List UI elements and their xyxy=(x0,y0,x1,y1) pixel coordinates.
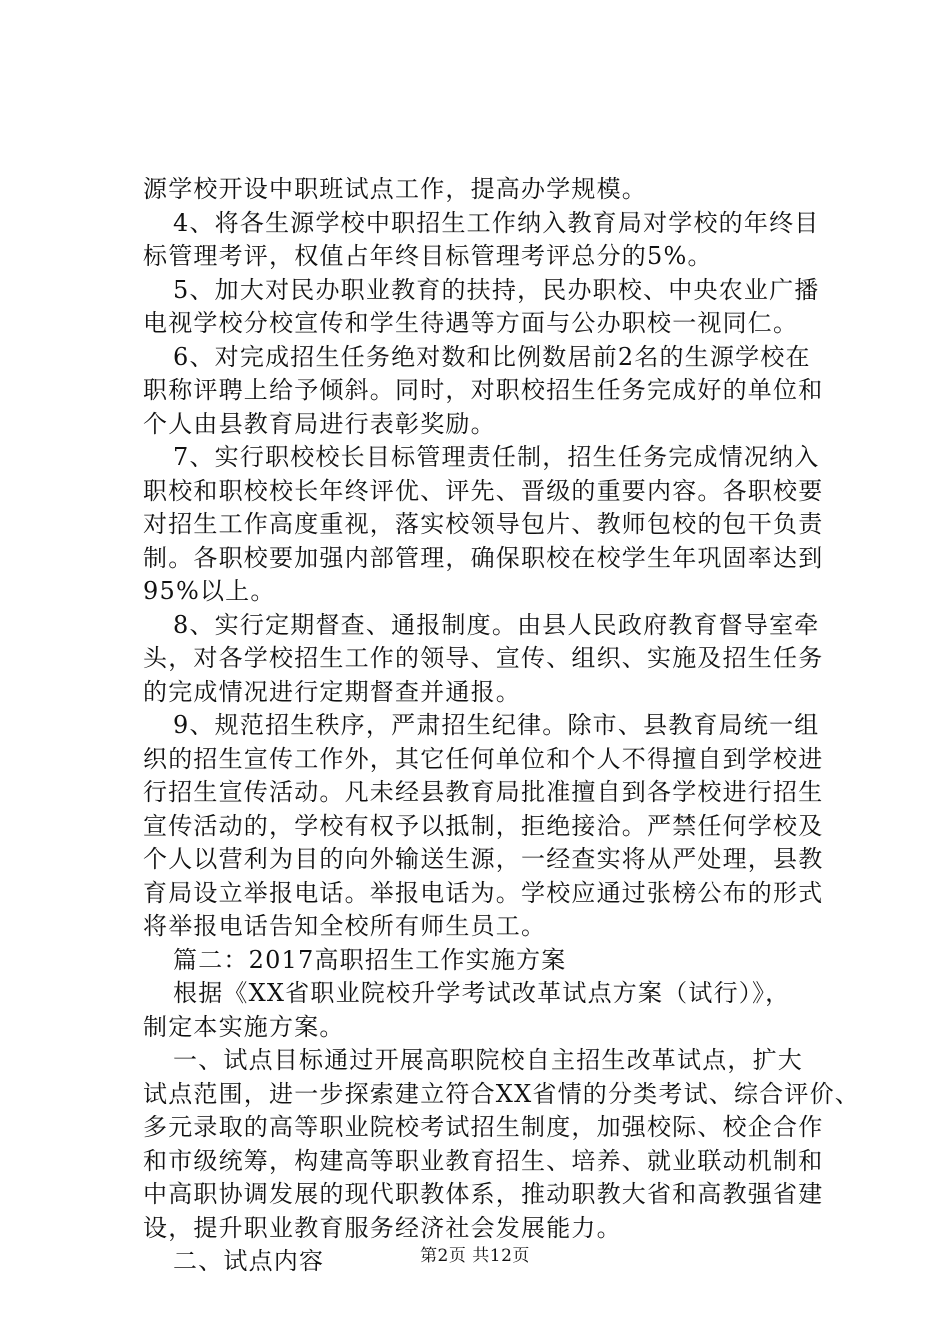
text-line: 中高职协调发展的现代职教体系，推动职教大省和高教强省建 xyxy=(143,1180,824,1208)
text-line: 制定本实施方案。 xyxy=(143,1012,345,1041)
text-line: 行招生宣传活动。凡未经县教育局批准擅自到各学校进行招生 xyxy=(143,778,824,806)
text-line: 的完成情况进行定期督查并通报。 xyxy=(143,677,521,706)
text-line: 宣传活动的，学校有权予以抵制，拒绝接洽。严禁任何学校及 xyxy=(143,811,824,840)
text-line: 根据《XX省职业院校升学考试改革试点方案（试行）》， xyxy=(173,979,791,1007)
text-line: 7、实行职校校长目标管理责任制，招生任务完成情况纳入 xyxy=(173,443,820,471)
text-line: 个人以营利为目的向外输送生源，一经查实将从严处理，县教 xyxy=(143,845,824,873)
section-heading: 篇二：2017高职招生工作实施方案 xyxy=(173,945,567,974)
text-line: 标管理考评，权值占年终目标管理考评总分的5%。 xyxy=(143,242,713,270)
text-line: 试点范围，进一步探索建立符合XX省情的分类考试、综合评价、 xyxy=(143,1079,860,1108)
page-number-footer: 第2页 共12页 xyxy=(420,1246,530,1266)
text-line: 一、试点目标通过开展高职院校自主招生改革试点，扩大 xyxy=(173,1046,803,1074)
text-line: 95%以上。 xyxy=(143,577,276,605)
text-line: 8、实行定期督查、通报制度。由县人民政府教育督导室牵 xyxy=(173,610,820,639)
document-body xyxy=(143,173,860,1279)
text-line: 6、对完成招生任务绝对数和比例数居前2名的生源学校在 xyxy=(173,342,811,371)
text-line: 和市级统筹，构建高等职业教育招生、培养、就业联动机制和 xyxy=(143,1146,824,1175)
text-line: 设，提升职业教育服务经济社会发展能力。 xyxy=(143,1213,622,1242)
text-line: 多元录取的高等职业院校考试招生制度，加强校际、校企合作 xyxy=(143,1113,824,1141)
text-line: 头，对各学校招生工作的领导、宣传、组织、实施及招生任务 xyxy=(143,644,824,672)
text-line: 将举报电话告知全校所有师生员工。 xyxy=(143,912,547,940)
text-line: 职称评聘上给予倾斜。同时，对职校招生任务完成好的单位和 xyxy=(143,376,824,404)
text-line: 5、加大对民办职业教育的扶持，民办职校、中央农业广播 xyxy=(173,275,820,304)
text-line: 9、规范招生秩序，严肃招生纪律。除市、县教育局统一组 xyxy=(173,711,820,739)
text-line: 职校和职校校长年终评优、评先、晋级的重要内容。各职校要 xyxy=(143,476,824,505)
text-line: 电视学校分校宣传和学生待遇等方面与公办职校一视同仁。 xyxy=(143,309,799,337)
text-line: 个人由县教育局进行表彰奖励。 xyxy=(143,409,496,438)
text-line: 源学校开设中职班试点工作，提高办学规模。 xyxy=(143,175,647,203)
text-line: 育局设立举报电话。举报电话为。学校应通过张榜公布的形式 xyxy=(143,878,824,907)
text-line: 4、将各生源学校中职招生工作纳入教育局对学校的年终目 xyxy=(173,208,820,237)
text-line: 制。各职校要加强内部管理，确保职校在校学生年巩固率达到 xyxy=(143,543,824,572)
text-line: 对招生工作高度重视，落实校领导包片、教师包校的包干负责 xyxy=(143,510,824,538)
text-line: 织的招生宣传工作外，其它任何单位和个人不得擅自到学校进 xyxy=(143,744,824,773)
text-line: 二、试点内容 xyxy=(173,1247,325,1275)
